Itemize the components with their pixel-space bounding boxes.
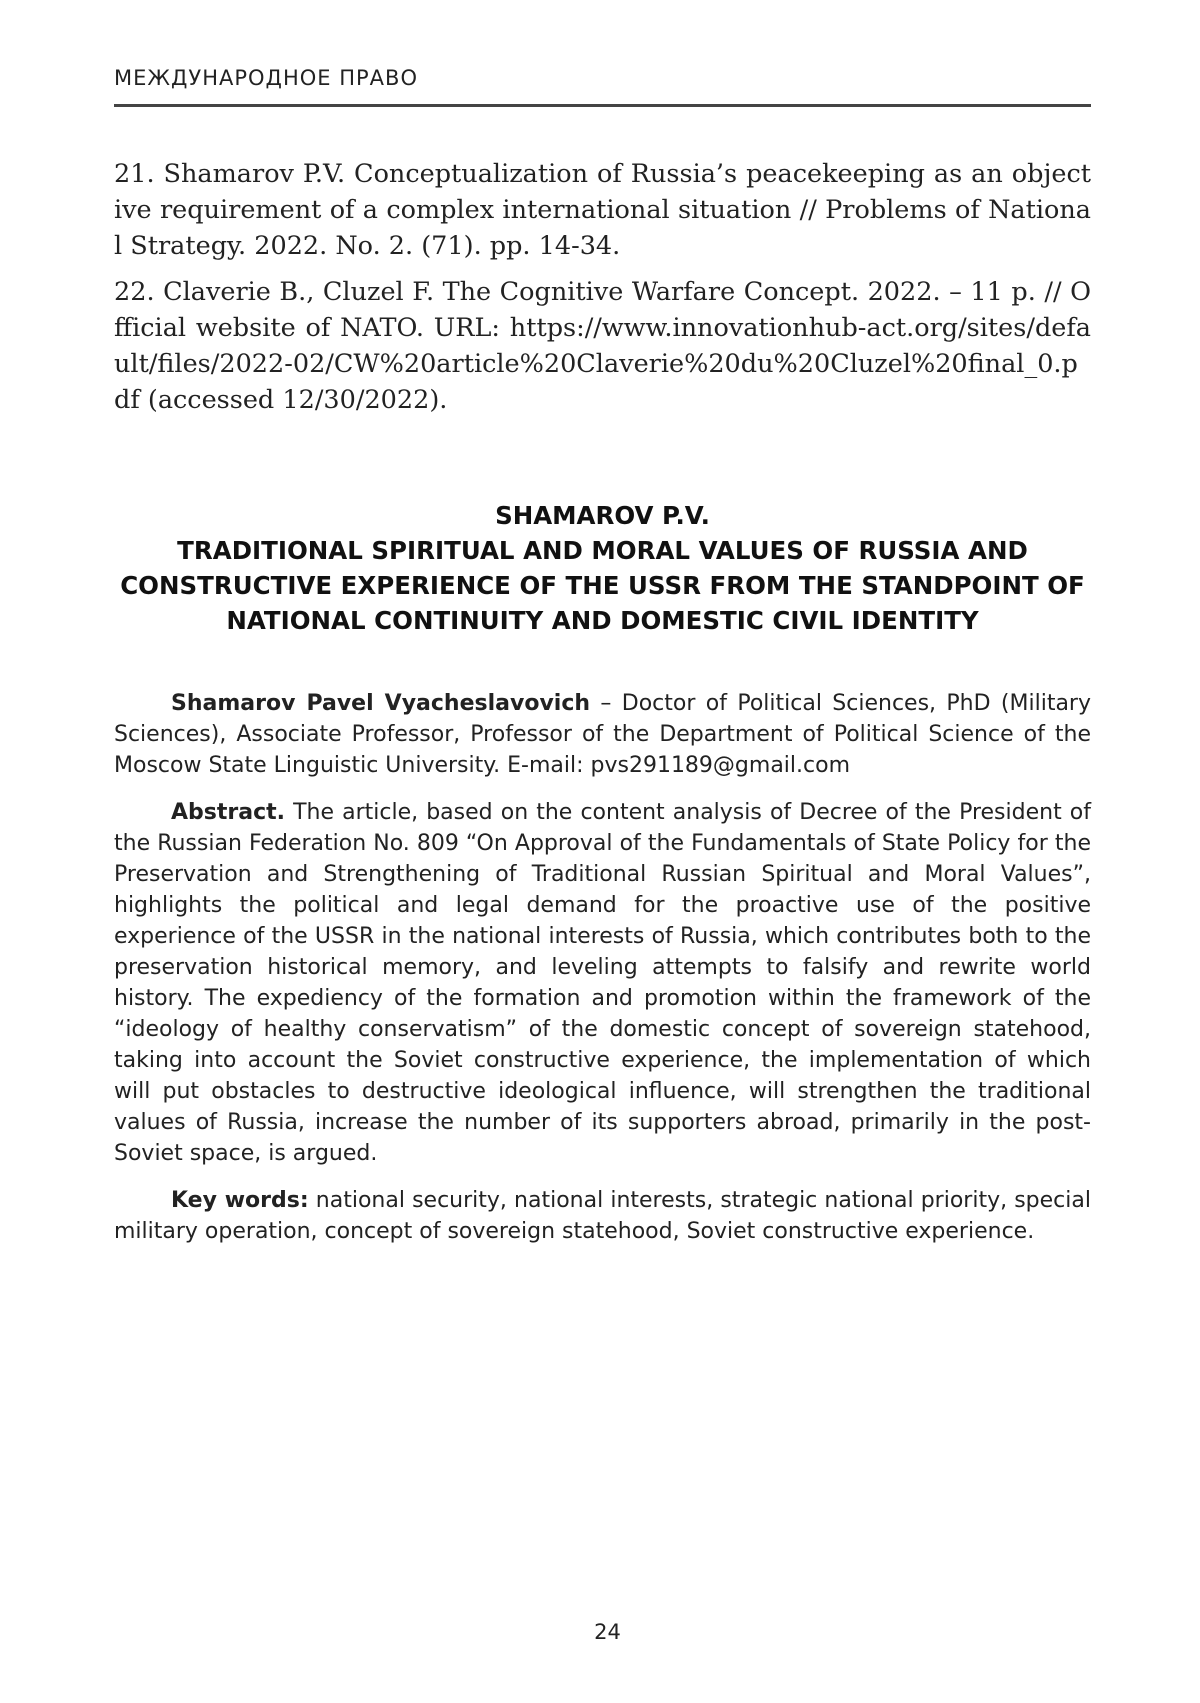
keywords [114, 1185, 1091, 1247]
page-number: 24 [594, 1620, 621, 1644]
abstract [114, 797, 1091, 1169]
author-info [114, 688, 1091, 781]
author-heading: SHAMAROV P.V. [495, 501, 710, 530]
abstract-label: Abstract. [171, 800, 285, 825]
running-head: МЕЖДУНАРОДНОЕ ПРАВО [114, 66, 418, 90]
article-title: TRADITIONAL SPIRITUAL AND MORAL VALUES OF RUSSIA AND CONSTRUCTIVE EXPERIENCE OF THE USSR FROM THE STANDPOINT OF NATIONAL CONTINUITY AND DOMESTIC CIVIL IDENTITY [120, 536, 1085, 635]
keywords-label: Key words: [171, 1188, 309, 1213]
reference-item: 21. Shamarov P.V. Conceptualization of Russia’s peacekeeping as an objective requirement of a complex international situation // Problems of National Strategy. 2022. No. 2. (71). pp. 14-34. [114, 159, 1091, 261]
abstract-text: The article, based on the content analysis of Decree of the President of the Russian Federation No. 809 “On Approval of the Fundamentals of State Policy for the Preservation and Strengthening of Traditional Russian Spiritual and Moral Values”, highlights the political and legal demand for the proactive use of the positive experience of the USSR in the national interests of Russia, which contributes both to the preservation historical memory, and leveling attempts to falsify and rewrite world history. The expediency of the formation and promotion within the framework of the “ideology of healthy conservatism” of the domestic concept of sovereign statehood, taking into account the Soviet constructive experience, the implementation of which will put obstacles to destructive ideological influence, will strengthen the traditional values of Russia, increase the number of its supporters abroad, primarily in the post-Soviet space, is argued. [114, 800, 1091, 1166]
keywords-text: national security, national interests, strategic national priority, special military operation, concept of sovereign statehood, Soviet constructive experience. [114, 1188, 1091, 1244]
reference-item: 22. Claverie B., Cluzel F. The Cognitive Warfare Concept. 2022. – 11 p. // Official website of NATO. URL: https://www.innovationhub-act.org/sites/default/files/2022-02/CW%20article%20Claverie%20du%20Cluzel%20final_0.pdf (accessed 12/30/2022). [114, 277, 1091, 415]
article-body [114, 688, 1091, 1263]
reference-list [114, 156, 1091, 428]
author-details: – Doctor of Political Sciences, PhD (Military Sciences), Associate Professor, Professor of the Department of Political Science of the Moscow State Linguistic University. E-mail: pvs291189@gmail.com [114, 691, 1091, 778]
header-rule [114, 104, 1091, 107]
article-title-block [114, 498, 1091, 638]
author-name: Shamarov Pavel Vyacheslavovich [171, 691, 591, 716]
